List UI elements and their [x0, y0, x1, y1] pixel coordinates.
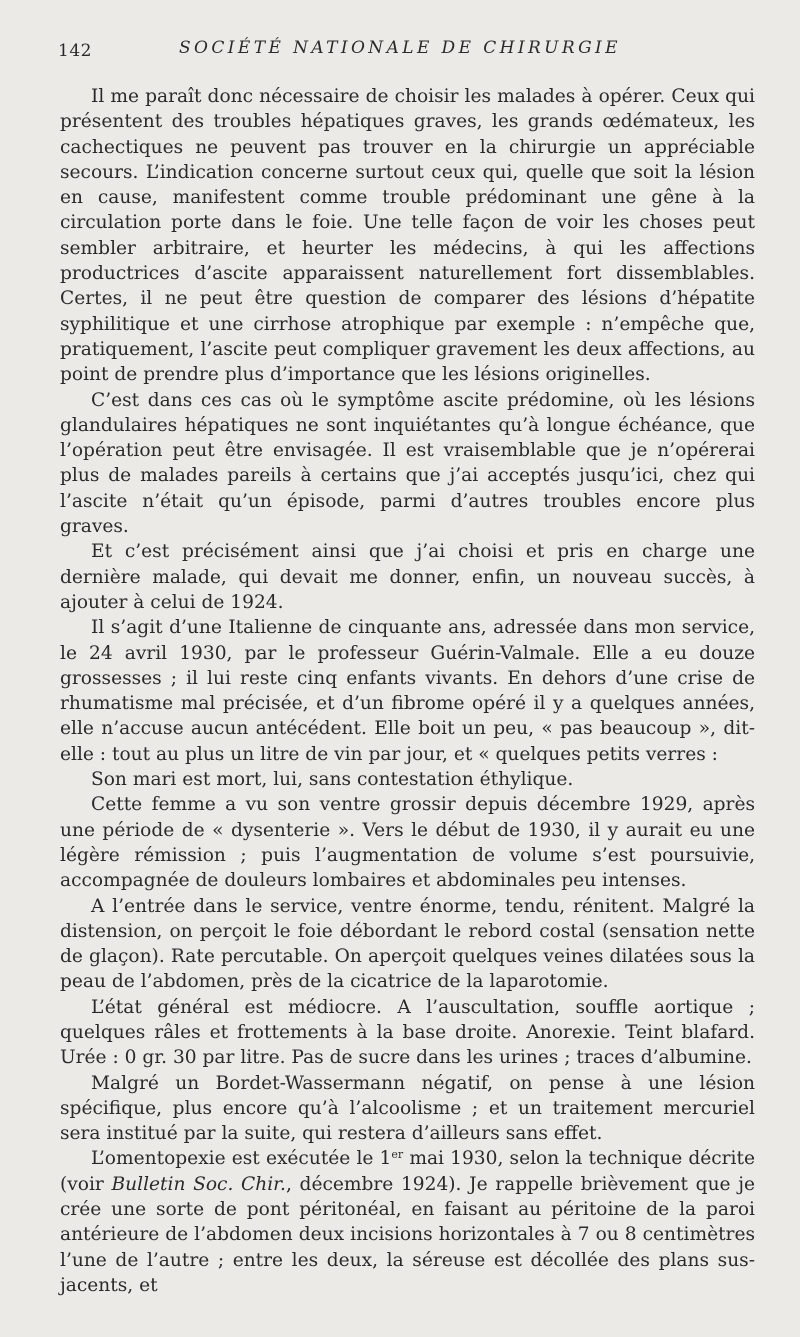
page-number: 142: [58, 41, 92, 61]
paragraph-5: Son mari est mort, lui, sans contestation éthylique.: [91, 769, 574, 791]
paragraph-10: [60, 1146, 755, 1298]
paragraph-8: L’état général est médiocre. A l’auscultation, souffle aortique ; quelques râles et frottements à la base droite. Anorexie. Teint blafard. Urée : 0 gr. 30 par litre. Pas de sucre dans les urines ; traces d’albumine.: [60, 996, 755, 1069]
paragraph-9: Malgré un Bordet-Wassermann négatif, on pense à une lésion spécifique, plus encore qu’à l’alcoolisme ; et un traitement mercuriel sera institué par la suite, qui restera d’ailleurs sans effet.: [60, 1072, 755, 1145]
body-text: [60, 84, 755, 1298]
paragraph-10-text-b: mai 1930, selon la technique décrite (voir: [60, 1148, 755, 1195]
running-title: SOCIÉTÉ NATIONALE DE CHIRURGIE: [179, 38, 621, 58]
ordinal-superscript: er: [391, 1148, 404, 1162]
paragraph-4: Il s’agit d’une Italienne de cinquante ans, adressée dans mon service, le 24 avril 1930, par le professeur Guérin-Valmale. Elle a eu douze grossesses ; il lui reste cinq enfants vivants. En dehors d’une crise de rhumatisme mal précisée, et d’un fibrome opéré il y a quelques années, elle n’accuse aucun antécédent. Elle boit un peu, « pas beaucoup », dit-elle : tout au plus un litre de vin par jour, et « quelques petits verres :: [60, 617, 755, 765]
paragraph-1: Il me paraît donc nécessaire de choisir les malades à opérer. Ceux qui présentent des troubles hépatiques graves, les grands œdémateux, les cachectiques ne peuvent pas trouver en la chirurgie un appréciable secours. L’indication concerne surtout ceux qui, quelle que soit la lésion en cause, manifestent comme trouble prédominant une gêne à la circulation porte dans le foie. Une telle façon de voir les choses peut sembler arbitraire, et heurter les médecins, à qui les affections productrices d’ascite apparaissent naturellement fort dissemblables. Certes, il ne peut être question de comparer des lésions d’hépatite syphilitique et une cirrhose atrophique par exemple : n’empêche que, pratiquement, l’ascite peut compliquer gravement les deux affections, au point de prendre plus d’importance que les lésions originelles.: [60, 86, 755, 386]
paragraph-2: C’est dans ces cas où le symptôme ascite prédomine, où les lésions glandulaires hépatiques ne sont inquiétantes qu’à longue échéance, que l’opération peut être envisagée. Il est vraisemblable que je n’opérerai plus de malades pareils à certains que j’ai acceptés jusqu’ici, chez qui l’ascite n’était qu’un épisode, parmi d’autres troubles encore plus graves.: [60, 389, 755, 538]
paragraph-7: A l’entrée dans le service, ventre énorme, tendu, rénitent. Malgré la distension, on perçoit le foie débordant le rebord costal (sensation nette de glaçon). Rate percutable. On aperçoit quelques veines dilatées sous la peau de l’abdomen, près de la cicatrice de la laparotomie.: [60, 895, 755, 993]
paragraph-10-text-a: L’omentopexie est exécutée le 1: [91, 1148, 392, 1170]
paragraph-10-text-c: , décembre 1924). Je rappelle brièvement que je crée une sorte de pont péritonéal, en faisant au péritoine de la paroi antérieure de l’abdomen deux incisions horizontales à 7 ou 8 centimètres l’une de l’autre ; entre les deux, la séreuse est décollée des plans sus-jacents, et: [60, 1173, 756, 1296]
paragraph-3: Et c’est précisément ainsi que j’ai choisi et pris en charge une dernière malade, qui devait me donner, enfin, un nouveau succès, à ajouter à celui de 1924.: [60, 541, 755, 613]
paragraph-6: Cette femme a vu son ventre grossir depuis décembre 1929, après une période de « dysenterie ». Vers le début de 1930, il y aurait eu une légère rémission ; puis l’augmentation de volume s’est poursuivie, accompagnée de douleurs lombaires et abdominales peu intenses.: [60, 794, 755, 892]
journal-citation: Bulletin Soc. Chir.: [111, 1173, 286, 1195]
